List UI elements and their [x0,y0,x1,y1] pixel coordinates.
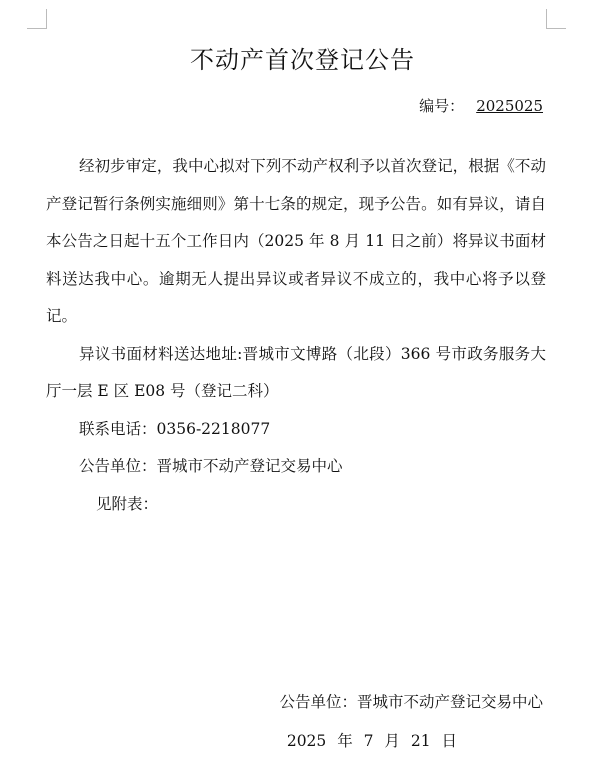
crop-mark-top-right-h [546,28,566,29]
unit-line: 公告单位：晋城市不动产登记交易中心 [79,457,343,475]
page-title: 不动产首次登记公告 [190,46,415,74]
crop-mark-top-left-v [46,9,47,29]
paragraph-address: 异议书面材料送达地址:晋城市文博路（北段）366 号市政务服务大厅一层 E 区 E08 号（登记二科） [46,344,546,400]
announcement-body [46,148,546,523]
crop-mark-top-left-h [27,28,47,29]
attachment-line: 见附表： [96,494,159,513]
document-number [419,95,543,116]
document-number-value: 2025025 [476,97,543,115]
phone-line: 联系电话：0356-2218077 [79,419,271,438]
document-number-label: 编号： [419,97,465,115]
crop-mark-top-right-v [546,9,547,29]
signature-unit: 公告单位：晋城市不动产登记交易中心 [279,693,543,711]
paragraph-main: 经初步审定，我中心拟对下列不动产权利予以首次登记，根据《不动产登记暂行条例实施细则》第十七条的规定，现予公告。如有异议，请自本公告之日起十五个工作日内（2025 年 8 月 11 日之前）将异议书面材料送达我中心。逾期无人提出异议或者异议不成立的，我中心将予以登记。 [46,157,546,325]
signature-date: 2025 年 7 月 21 日 [286,732,457,750]
